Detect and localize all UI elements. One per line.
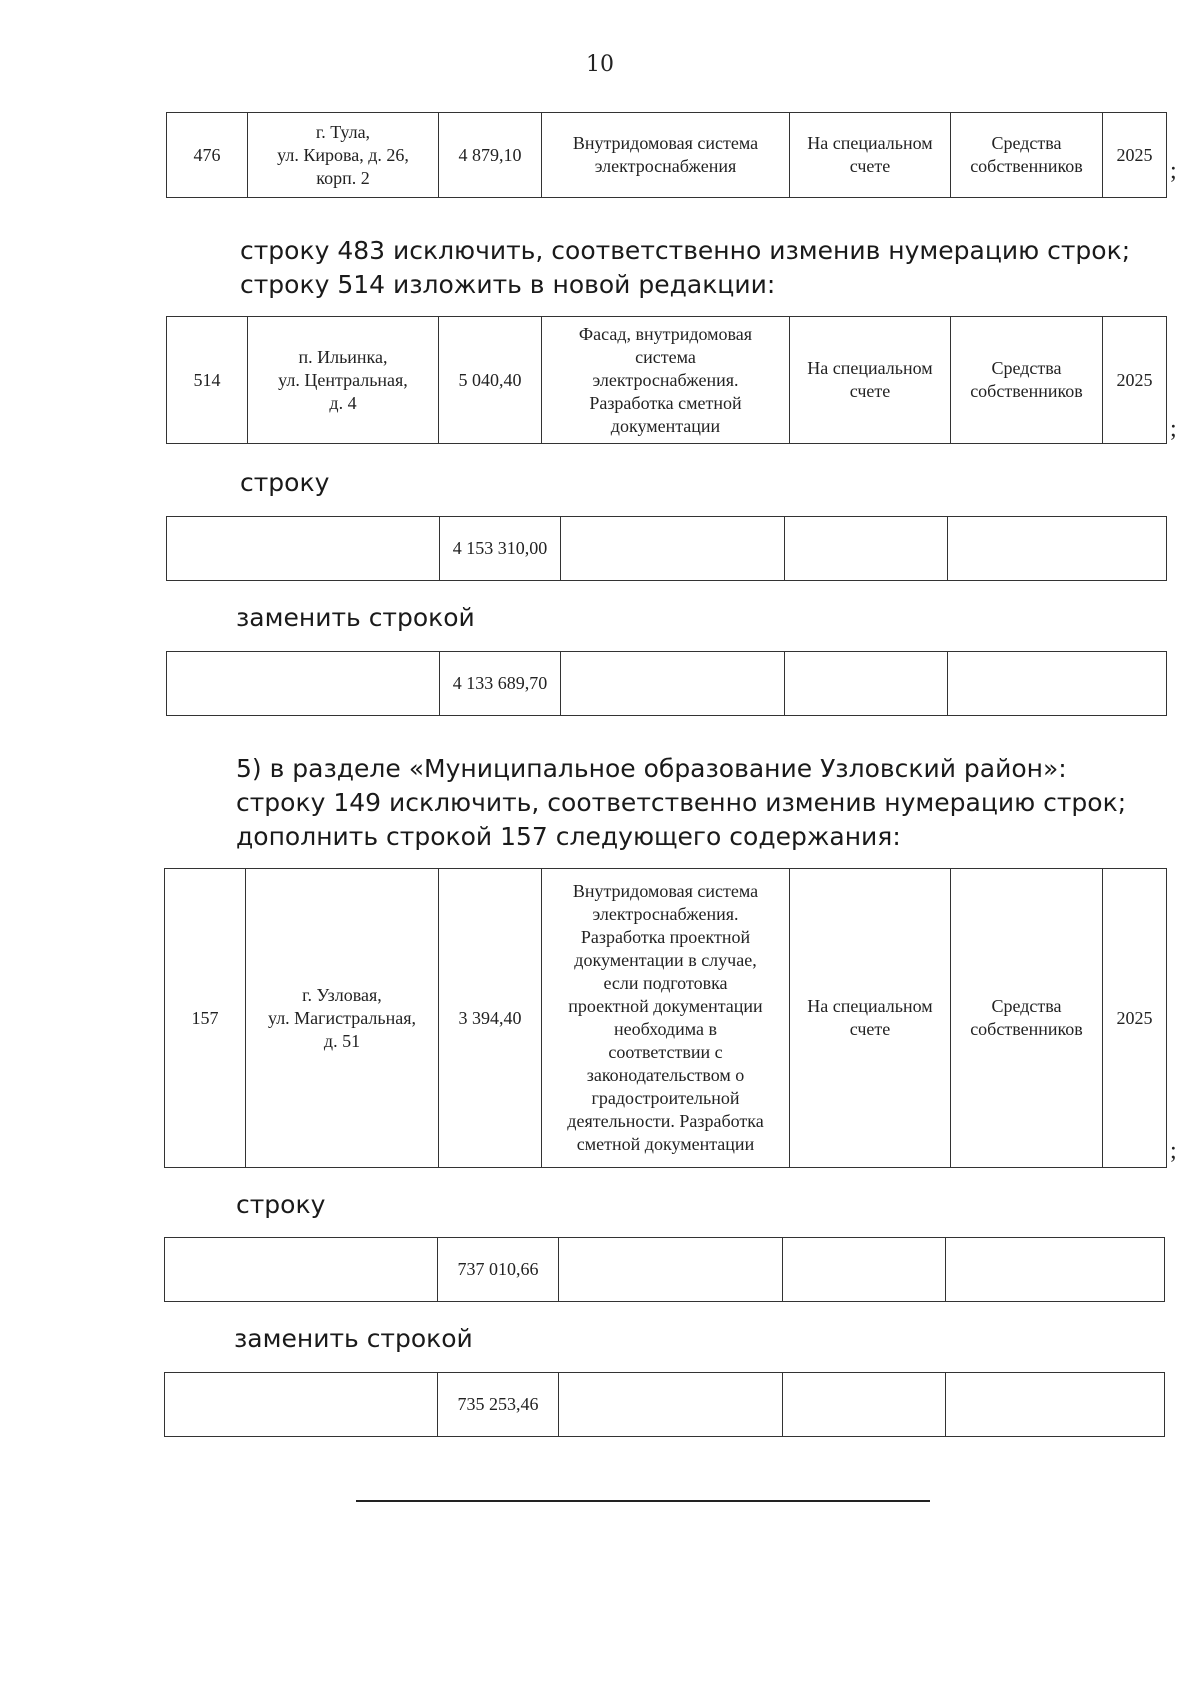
instruction-line: строку 514 изложить в новой редакции: (240, 270, 776, 299)
account-cell: На специальном счете (790, 869, 951, 1168)
empty-cell (783, 1238, 946, 1302)
year-cell: 2025 (1103, 869, 1167, 1168)
source-cell: Средства собственников (951, 317, 1103, 444)
year-cell: 2025 (1103, 317, 1167, 444)
sum-row-old (166, 516, 1167, 581)
account-cell: На специальном счете (790, 317, 951, 444)
sum-cell: 735 253,46 (438, 1373, 559, 1437)
empty-cell (785, 652, 948, 716)
account-cell: На специальном счете (790, 113, 951, 198)
empty-cell (783, 1373, 946, 1437)
instruction-line: строку 149 исключить, соответственно изменив нумерацию строк; (236, 788, 1127, 817)
empty-cell (559, 1373, 783, 1437)
work-cell: Фасад, внутридомовая система электроснабжения. Разработка сметной документации (542, 317, 790, 444)
end-rule (356, 1500, 930, 1502)
empty-cell (165, 1373, 438, 1437)
instruction-line: заменить строкой (236, 603, 475, 632)
empty-cell (561, 652, 785, 716)
table-row-514 (166, 316, 1167, 444)
sum-cell: 737 010,66 (438, 1238, 559, 1302)
empty-cell (559, 1238, 783, 1302)
empty-cell (948, 652, 1167, 716)
area-cell: 3 394,40 (439, 869, 542, 1168)
empty-cell (785, 517, 948, 581)
row-number: 514 (167, 317, 248, 444)
semicolon: ; (1170, 1138, 1177, 1164)
source-cell: Средства собственников (951, 113, 1103, 198)
year-cell: 2025 (1103, 113, 1167, 198)
address-cell: п. Ильинка, ул. Центральная, д. 4 (248, 317, 439, 444)
instruction-line: дополнить строкой 157 следующего содержания: (236, 822, 901, 851)
area-cell: 4 879,10 (439, 113, 542, 198)
semicolon: ; (1170, 158, 1177, 184)
sum-row-new (164, 1372, 1165, 1437)
instruction-line: заменить строкой (234, 1324, 473, 1353)
sum-cell: 4 133 689,70 (440, 652, 561, 716)
semicolon: ; (1170, 416, 1177, 442)
table-row-157 (164, 868, 1167, 1168)
instruction-line: строку (236, 1190, 326, 1219)
empty-cell (948, 517, 1167, 581)
empty-cell (561, 517, 785, 581)
table-row-476 (166, 112, 1167, 198)
page-number: 10 (586, 52, 614, 77)
row-number: 476 (167, 113, 248, 198)
sum-cell: 4 153 310,00 (440, 517, 561, 581)
sum-row-old (164, 1237, 1165, 1302)
address-cell: г. Узловая, ул. Магистральная, д. 51 (246, 869, 439, 1168)
instruction-line: 5) в разделе «Муниципальное образование Узловский район»: (236, 754, 1067, 783)
empty-cell (167, 652, 440, 716)
area-cell: 5 040,40 (439, 317, 542, 444)
empty-cell (946, 1373, 1165, 1437)
empty-cell (165, 1238, 438, 1302)
empty-cell (946, 1238, 1165, 1302)
instruction-line: строку (240, 468, 330, 497)
instruction-line: строку 483 исключить, соответственно изменив нумерацию строк; (240, 236, 1131, 265)
sum-row-new (166, 651, 1167, 716)
row-number: 157 (165, 869, 246, 1168)
address-cell: г. Тула, ул. Кирова, д. 26, корп. 2 (248, 113, 439, 198)
empty-cell (167, 517, 440, 581)
source-cell: Средства собственников (951, 869, 1103, 1168)
work-cell: Внутридомовая система электроснабжения (542, 113, 790, 198)
work-cell: Внутридомовая система электроснабжения. Разработка проектной документации в случае, если подготовка проектной документации необходима в соответствии с законодательством о градостроительной деятельности. Разработка сметной документации (542, 869, 790, 1168)
